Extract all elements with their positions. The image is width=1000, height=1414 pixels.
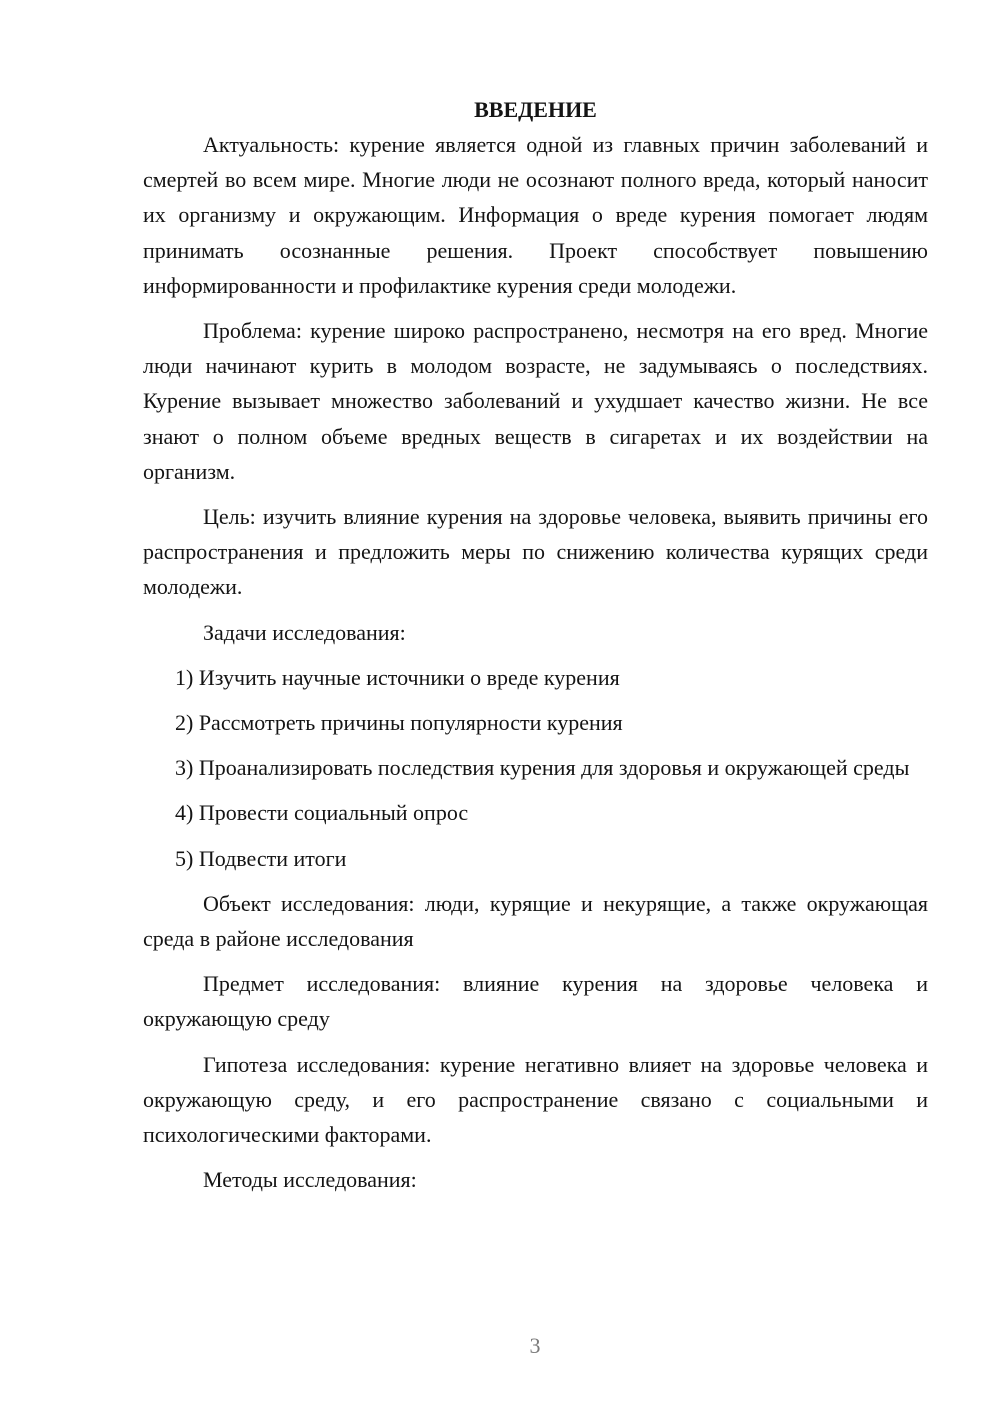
hypothesis-paragraph: Гипотеза исследования: курение негативно влияет на здоровье человека и окружающую среду, и его распространение связано с социальными и психологическими факторами. bbox=[143, 1051, 928, 1148]
tasks-heading: Задачи исследования: bbox=[203, 619, 406, 645]
object-paragraph: Объект исследования: люди, курящие и некурящие, а также окружающая среда в районе исследования bbox=[143, 890, 928, 952]
subject-paragraph: Предмет исследования: влияние курения на здоровье человека и окружающую среду bbox=[143, 971, 928, 1032]
relevance-paragraph: Актуальность: курение является одной из главных причин заболеваний и смертей во всем мире. Многие люди не осознают полного вреда, который наносит их организму и окружающим. Информация о вреде курения помогает людям принимать осознанные решения. Проект способствует повышению информированности и профилактике курения среди молодежи. bbox=[143, 132, 928, 298]
methods-heading: Методы исследования: bbox=[203, 1167, 417, 1193]
problem-paragraph: Проблема: курение широко распространено, несмотря на его вред. Многие люди начинают курить в молодом возрасте, не задумываясь о последствиях. Курение вызывает множество заболеваний и ухудшает качество жизни. Не все знают о полном объеме вредных веществ в сигаретах и их воздействии на организм. bbox=[143, 318, 928, 484]
task-item: 5) Подвести итоги bbox=[175, 845, 347, 871]
task-item: 2) Рассмотреть причины популярности курения bbox=[175, 710, 623, 736]
task-item: 3) Проанализировать последствия курения для здоровья и окружающей среды bbox=[175, 755, 910, 781]
task-item: 4) Провести социальный опрос bbox=[175, 800, 469, 826]
page-number: 3 bbox=[529, 1333, 541, 1358]
page-content bbox=[143, 92, 928, 1207]
section-title: ВВЕДЕНИЕ bbox=[474, 97, 597, 122]
goal-paragraph: Цель: изучить влияние курения на здоровье человека, выявить причины его распространения и предложить меры по снижению количества курящих среди молодежи. bbox=[143, 504, 928, 600]
task-item: 1) Изучить научные источники о вреде курения bbox=[175, 664, 620, 690]
